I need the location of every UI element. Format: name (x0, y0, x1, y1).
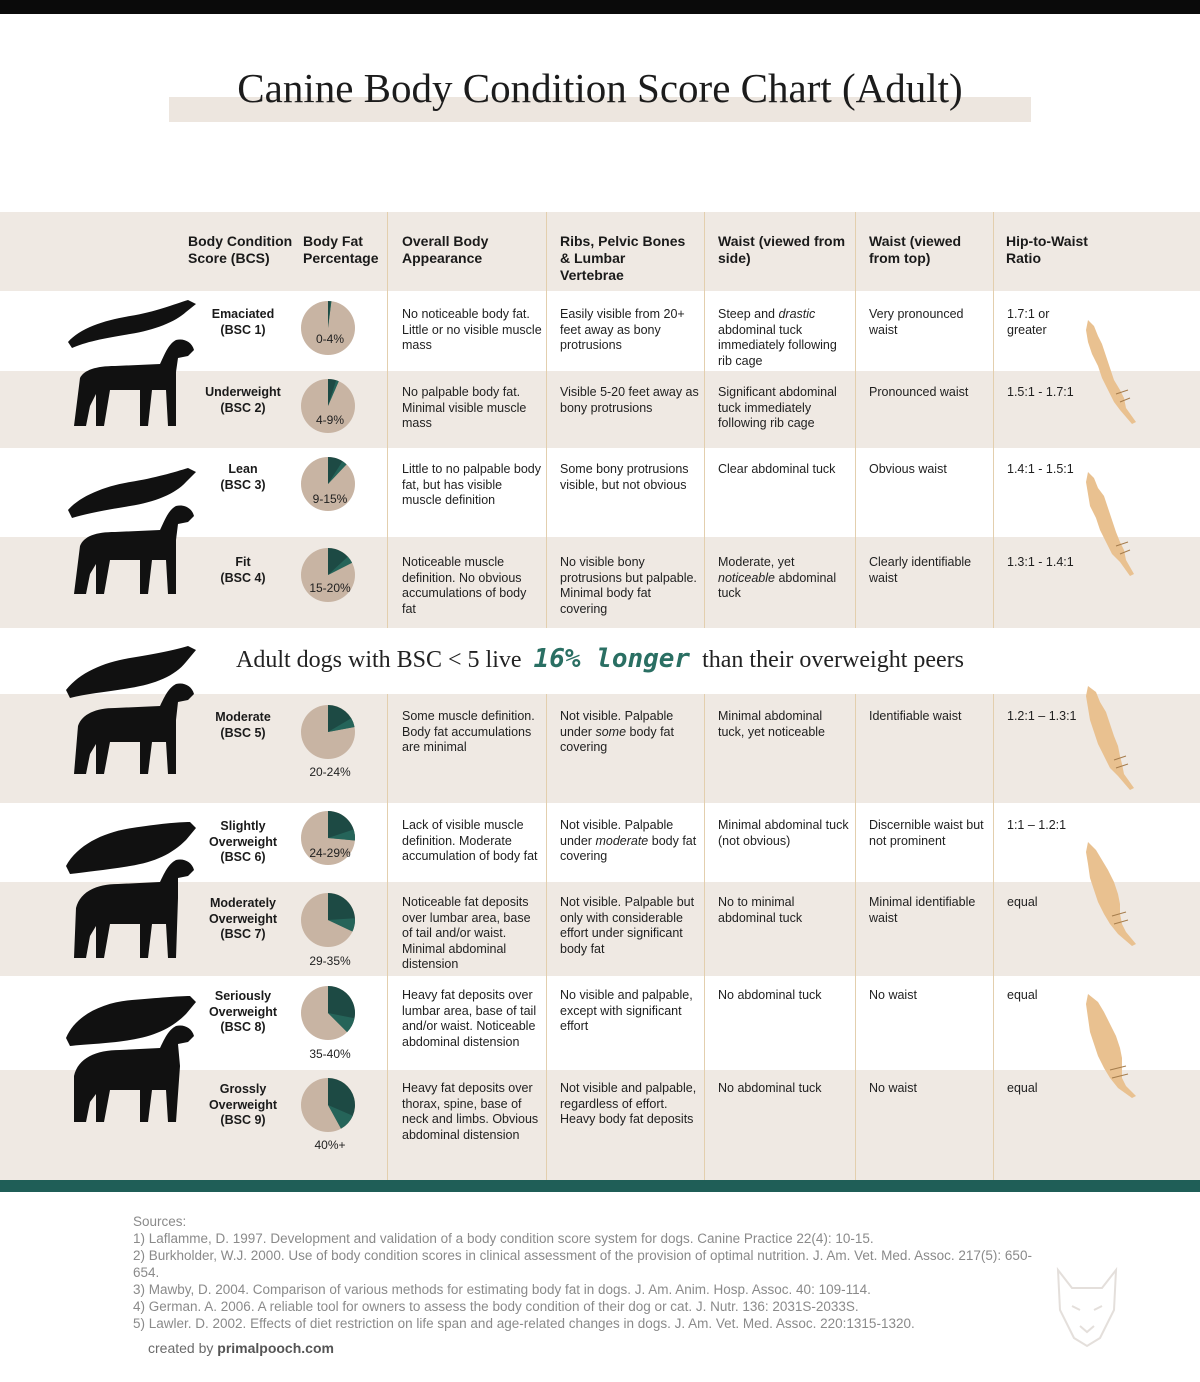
fat-pct-3: 9-15% (312, 492, 348, 506)
credit-site: primalpooch.com (217, 1340, 334, 1356)
waist-side-6: Minimal abdominal tuck (not obvious) (718, 818, 849, 848)
ribs-3: Some bony protrusions visible, but not obvious (560, 462, 689, 492)
source-item: 3) Mawby, D. 2004. Comparison of various methods for estimating body fat in dogs. J. Am. Anim. Hosp. Assoc. 40: 109-114. (133, 1282, 871, 1297)
waist-top-1: Very pronounced waist (869, 307, 964, 337)
ratio-2: 1.5:1 - 1.7:1 (1007, 385, 1074, 399)
dog-silhouette-icon-bsc3-4 (60, 466, 200, 616)
ratio-4: 1.3:1 - 1.4:1 (1007, 555, 1074, 569)
ratio-5: 1.2:1 – 1.3:1 (1007, 709, 1077, 723)
appearance-3: Little to no palpable body fat, but has visible muscle definition (402, 462, 541, 507)
waist-top-9: No waist (869, 1081, 917, 1095)
fat-pct-4: 15-20% (309, 581, 351, 595)
dog-silhouette-icon-bsc5 (60, 644, 200, 794)
grid-line (993, 212, 994, 628)
bcs-label-6: Slightly Overweight (BSC 6) (208, 819, 278, 864)
appearance-1: No noticeable body fat. Little or no visible muscle mass (402, 307, 542, 352)
ribs-9: Not visible and palpable, regardless of effort. Heavy body fat deposits (560, 1081, 697, 1126)
bcs-label-9: Grossly Overweight (BSC 9) (208, 1082, 278, 1127)
grid-line (855, 694, 856, 1180)
appearance-6: Lack of visible muscle definition. Moderate accumulation of body fat (402, 818, 538, 863)
header-waist-top: Waist (viewed from top) (869, 233, 962, 266)
appearance-4: Noticeable muscle definition. No obvious accumulations of body fat (402, 555, 527, 616)
appearance-2: No palpable body fat. Minimal visible muscle mass (402, 385, 527, 430)
appearance-5: Some muscle definition. Body fat accumulations are minimal (402, 709, 535, 754)
banner-highlight: 16% longer (533, 644, 691, 674)
fat-pie-7 (300, 892, 356, 948)
waist-side-5: Minimal abdominal tuck, yet noticeable (718, 709, 826, 739)
grid-line (855, 212, 856, 628)
bcs-label-5: Moderate (BSC 5) (215, 710, 271, 740)
fat-pie-1 (300, 300, 356, 356)
ratio-7: equal (1007, 895, 1038, 909)
bcs-label-2: Underweight (BSC 2) (205, 385, 281, 415)
bcs-label-8: Seriously Overweight (BSC 8) (208, 989, 278, 1034)
ribs-4: No visible bony protrusions but palpable. Minimal body fat covering (560, 555, 697, 616)
ribs-1: Easily visible from 20+ feet away as bony protrusions (560, 307, 685, 352)
waist-top-4: Clearly identifiable waist (869, 555, 972, 585)
waist-top-3: Obvious waist (869, 462, 947, 476)
fat-pie-9 (300, 1077, 356, 1133)
waist-side-1: Steep and drastic abdominal tuck immediately following rib cage (718, 307, 837, 368)
ratio-6: 1:1 – 1.2:1 (1007, 818, 1067, 832)
header-bcs: Body Condition Score (BCS) (188, 233, 293, 266)
ribs-7: Not visible. Palpable but only with considerable effort under significant body fat (560, 895, 695, 956)
header-waist-side: Waist (viewed from side) (718, 233, 846, 266)
appearance-9: Heavy fat deposits over thorax, spine, base of neck and limbs. Obvious abdominal distension (402, 1081, 539, 1142)
sources-label: Sources: (133, 1214, 187, 1229)
longevity-banner: Adult dogs with BSC < 5 live 16% longer than their overweight peers (235, 644, 964, 674)
ratio-9: equal (1007, 1081, 1038, 1095)
header-ratio: Hip-to-Waist Ratio (1006, 233, 1088, 266)
source-item: 1) Laflamme, D. 1997. Development and validation of a body condition score system for dogs. Canine Practice 22(4): 10-15. (133, 1231, 874, 1246)
bcs-label-7: Moderately Overweight (BSC 7) (208, 896, 278, 941)
waist-top-6: Discernible waist but not prominent (869, 818, 984, 848)
header-ribs: Ribs, Pelvic Bones & Lumbar Vertebrae (560, 233, 686, 283)
ribs-5: Not visible. Palpable under some body fat covering (560, 709, 674, 754)
waist-side-8: No abdominal tuck (718, 988, 822, 1002)
ribs-2: Visible 5-20 feet away as bony protrusions (560, 385, 699, 415)
waist-side-7: No to minimal abdominal tuck (718, 895, 803, 925)
spine-icon-bsc1-2 (1080, 318, 1144, 426)
ratio-8: equal (1007, 988, 1038, 1002)
dog-silhouette-icon-bsc1-2 (60, 298, 200, 448)
waist-top-2: Pronounced waist (869, 385, 969, 399)
header-body-fat: Body Fat Percentage (303, 233, 379, 266)
ratio-1: 1.7:1 or greater (1007, 307, 1050, 337)
credit-line: created by primalpooch.com (148, 1340, 334, 1356)
waist-top-7: Minimal identifiable waist (869, 895, 976, 925)
fat-pct-5: 20-24% (309, 765, 351, 779)
source-item: 2) Burkholder, W.J. 2000. Use of body condition scores in clinical assessment of the provision of optimal nutrition. J. Am. Vet. Med. Assoc. 217(5): 650-654. (133, 1248, 1032, 1280)
dog-silhouette-icon-bsc8-9 (60, 990, 200, 1140)
ribs-8: No visible and palpable, except with significant effort (560, 988, 693, 1033)
ratio-3: 1.4:1 - 1.5:1 (1007, 462, 1074, 476)
appearance-8: Heavy fat deposits over lumbar area, base of tail and/or waist. Noticeable abdominal distension (402, 988, 537, 1049)
waist-side-4: Moderate, yet noticeable abdominal tuck (718, 555, 837, 600)
bcs-label-4: Fit (BSC 4) (220, 555, 266, 585)
grid-line (546, 694, 547, 1180)
appearance-7: Noticeable fat deposits over lumbar area, base of tail and/or waist. Minimal abdominal distension (402, 895, 531, 971)
grid-line (704, 212, 705, 628)
fat-pct-1: 0-4% (315, 332, 344, 346)
grid-line (387, 694, 388, 1180)
grid-line (387, 212, 388, 628)
dog-head-logo-icon (1052, 1266, 1122, 1350)
fat-pie-8 (300, 985, 356, 1041)
waist-top-5: Identifiable waist (869, 709, 962, 723)
fat-pie-5 (300, 704, 356, 760)
waist-side-2: Significant abdominal tuck immediately following rib cage (718, 385, 837, 430)
fat-pct-7: 29-35% (309, 954, 351, 968)
dog-silhouette-icon-bsc6-7 (60, 818, 200, 978)
page-title: Canine Body Condition Score Chart (Adult) (237, 65, 963, 111)
fat-pct-9: 40%+ (314, 1138, 346, 1152)
grid-line (704, 694, 705, 1180)
header-appearance: Overall Body Appearance (402, 233, 489, 266)
fat-pct-8: 35-40% (309, 1047, 351, 1061)
ribs-6: Not visible. Palpable under moderate body fat covering (560, 818, 697, 863)
sources-list (133, 1213, 1033, 1332)
bcs-label-1: Emaciated (BSC 1) (211, 307, 275, 337)
spine-icon-bsc8-9 (1080, 992, 1144, 1100)
grid-line (546, 212, 547, 628)
fat-pct-6: 24-29% (309, 846, 351, 860)
waist-top-8: No waist (869, 988, 917, 1002)
spine-icon-bsc6-7 (1080, 840, 1144, 948)
top-bar (0, 0, 1200, 14)
source-item: 5) Lawler. D. 2002. Effects of diet restriction on life span and age-related changes in dogs. J. Am. Vet. Med. Assoc. 220:1315-1320. (133, 1316, 915, 1331)
bcs-label-3: Lean (BSC 3) (220, 462, 266, 492)
grid-line (993, 694, 994, 1180)
footer-bar (0, 1180, 1200, 1192)
spine-icon-bsc3-4 (1080, 470, 1144, 578)
fat-pct-2: 4-9% (315, 413, 344, 427)
waist-side-9: No abdominal tuck (718, 1081, 822, 1095)
source-item: 4) German. A. 2006. A reliable tool for owners to assess the body condition of their dog or cat. J. Nutr. 136: 2031S-2033S. (133, 1299, 859, 1314)
waist-side-3: Clear abdominal tuck (718, 462, 836, 476)
spine-icon-bsc5 (1080, 684, 1144, 792)
